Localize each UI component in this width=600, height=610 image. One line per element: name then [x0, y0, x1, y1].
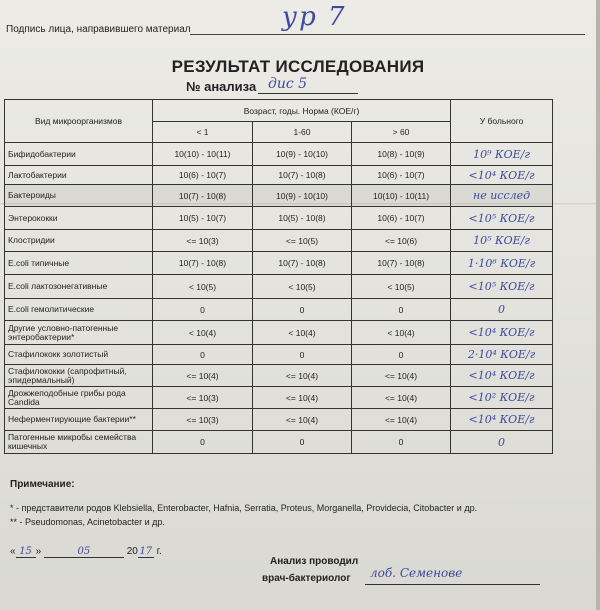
organism-name: Стафилококк золотистый: [5, 345, 153, 365]
date-year-unit: г.: [156, 546, 162, 557]
organism-name: E.coli типичные: [5, 252, 153, 275]
doctor-label: врач-бактериолог: [262, 573, 351, 584]
organism-name: E.coli гемолитические: [5, 299, 153, 321]
notes-title: Примечание:: [10, 479, 75, 490]
norm-under-1: 10(10) - 10(11): [153, 143, 253, 166]
organism-name: Клостридии: [5, 230, 153, 252]
table-row: [5, 252, 553, 275]
doctor-signature: лоб. Семенове: [370, 566, 463, 580]
header-organism: Вид микроорганизмов: [5, 100, 153, 143]
note-1: * - представители родов Klebsiella, Enterobacter, Hafnia, Serratia, Proteus, Morganella, Providecia, Citobacter и др.: [10, 503, 478, 513]
norm-1-60: <= 10(5): [253, 230, 352, 252]
norm-1-60: 10(7) - 10(8): [253, 166, 352, 185]
norm-over-60: 0: [352, 345, 451, 365]
table-row: [5, 387, 553, 409]
norm-under-1: 0: [153, 345, 253, 365]
norm-1-60: 0: [253, 299, 352, 321]
norm-1-60: <= 10(4): [253, 409, 352, 431]
patient-value: <10⁴ КОЕ/г: [451, 409, 553, 431]
organism-name: Неферментирующие бактерии**: [5, 409, 153, 431]
doctor-signature-line: [365, 584, 540, 585]
norm-under-1: <= 10(3): [153, 387, 253, 409]
organism-name: Лактобактерии: [5, 166, 153, 185]
patient-value: 0: [451, 299, 553, 321]
norm-over-60: <= 10(6): [352, 230, 451, 252]
norm-over-60: < 10(4): [352, 321, 451, 345]
header-age-over-60: > 60: [352, 122, 451, 143]
organism-name: Стафилококки (сапрофитный, эпидермальный): [5, 365, 153, 387]
norm-under-1: < 10(4): [153, 321, 253, 345]
norm-1-60: 0: [253, 431, 352, 454]
table-row: [5, 409, 553, 431]
norm-over-60: 0: [352, 431, 451, 454]
norm-1-60: < 10(4): [253, 321, 352, 345]
norm-over-60: 10(7) - 10(8): [352, 252, 451, 275]
organism-name: Энтерококки: [5, 207, 153, 230]
norm-under-1: 0: [153, 299, 253, 321]
patient-value: 10⁹ КОЕ/г: [451, 143, 553, 166]
date-year-suffix: 17: [139, 546, 153, 557]
conducted-label: Анализ проводил: [270, 556, 359, 567]
patient-value: <10⁴ КОЕ/г: [451, 321, 553, 345]
organism-name: Бактероиды: [5, 185, 153, 207]
norm-over-60: 10(6) - 10(7): [352, 166, 451, 185]
header-age: Возраст, годы. Норма (КОЕ/г): [153, 100, 451, 122]
patient-value: <10² КОЕ/г: [451, 387, 553, 409]
organism-name: Другие условно-патогенные энтеробактерии*: [5, 321, 153, 345]
organism-name: E.coli лактозонегативные: [5, 275, 153, 299]
patient-value: <10⁴ КОЕ/г: [451, 166, 553, 185]
sender-signature: ур 7: [282, 2, 347, 32]
norm-1-60: <= 10(4): [253, 387, 352, 409]
patient-value: не исслед: [451, 185, 553, 207]
date-day: 15: [16, 546, 36, 558]
date-month: 05: [44, 546, 124, 558]
norm-under-1: <= 10(3): [153, 409, 253, 431]
patient-value: <10⁵ КОЕ/г: [451, 275, 553, 299]
table-row: [5, 143, 553, 166]
norm-1-60: 10(9) - 10(10): [253, 185, 352, 207]
norm-1-60: 10(9) - 10(10): [253, 143, 352, 166]
norm-under-1: 10(7) - 10(8): [153, 185, 253, 207]
report-date: [10, 546, 162, 558]
norm-1-60: 10(7) - 10(8): [253, 252, 352, 275]
norm-over-60: 0: [352, 299, 451, 321]
table-row: [5, 207, 553, 230]
patient-value: 0: [451, 431, 553, 454]
header-patient: У больного: [451, 100, 553, 143]
norm-under-1: 10(7) - 10(8): [153, 252, 253, 275]
norm-over-60: < 10(5): [352, 275, 451, 299]
organism-name: Патогенные микробы семейства кишечных: [5, 431, 153, 454]
results-table: [4, 99, 553, 454]
table-row: [5, 431, 553, 454]
date-quote-close: »: [35, 546, 42, 557]
norm-1-60: < 10(5): [253, 275, 352, 299]
norm-1-60: <= 10(4): [253, 365, 352, 387]
patient-value: 10⁵ КОЕ/г: [451, 230, 553, 252]
norm-over-60: <= 10(4): [352, 365, 451, 387]
sender-signature-line: [190, 34, 585, 35]
norm-over-60: <= 10(4): [352, 409, 451, 431]
table-row: [5, 299, 553, 321]
header-age-1-60: 1-60: [253, 122, 352, 143]
report-title: РЕЗУЛЬТАТ ИССЛЕДОВАНИЯ: [171, 57, 425, 76]
norm-over-60: 10(10) - 10(11): [352, 185, 451, 207]
table-row: [5, 185, 553, 207]
norm-under-1: 10(6) - 10(7): [153, 166, 253, 185]
norm-1-60: 0: [253, 345, 352, 365]
note-2: ** - Pseudomonas, Acinetobacter и др.: [10, 517, 165, 527]
patient-value: 2·10⁴ КОЕ/г: [451, 345, 553, 365]
patient-value: 1·10⁶ КОЕ/г: [451, 252, 553, 275]
table-row: [5, 166, 553, 185]
norm-under-1: <= 10(3): [153, 230, 253, 252]
patient-value: <10⁵ КОЕ/г: [451, 207, 553, 230]
date-quote-open: «: [10, 546, 16, 557]
table-row: [5, 345, 553, 365]
norm-1-60: 10(5) - 10(8): [253, 207, 352, 230]
header-age-under-1: < 1: [153, 122, 253, 143]
norm-over-60: 10(6) - 10(7): [352, 207, 451, 230]
norm-over-60: 10(8) - 10(9): [352, 143, 451, 166]
organism-name: Дрожжеподобные грибы рода Candida: [5, 387, 153, 409]
table-row: [5, 321, 553, 345]
norm-under-1: 10(5) - 10(7): [153, 207, 253, 230]
norm-under-1: < 10(5): [153, 275, 253, 299]
analysis-label: № анализа: [186, 79, 257, 94]
patient-value: <10⁴ КОЕ/г: [451, 365, 553, 387]
norm-under-1: <= 10(4): [153, 365, 253, 387]
analysis-number-line: [258, 93, 358, 94]
norm-over-60: <= 10(4): [352, 387, 451, 409]
analysis-number: дис 5: [268, 76, 308, 92]
norm-under-1: 0: [153, 431, 253, 454]
table-row: [5, 365, 553, 387]
sender-label: Подпись лица, направившего материал: [6, 24, 191, 35]
date-year-prefix: 20: [126, 546, 138, 557]
table-row: [5, 230, 553, 252]
organism-name: Бифидобактерии: [5, 143, 153, 166]
table-row: [5, 275, 553, 299]
